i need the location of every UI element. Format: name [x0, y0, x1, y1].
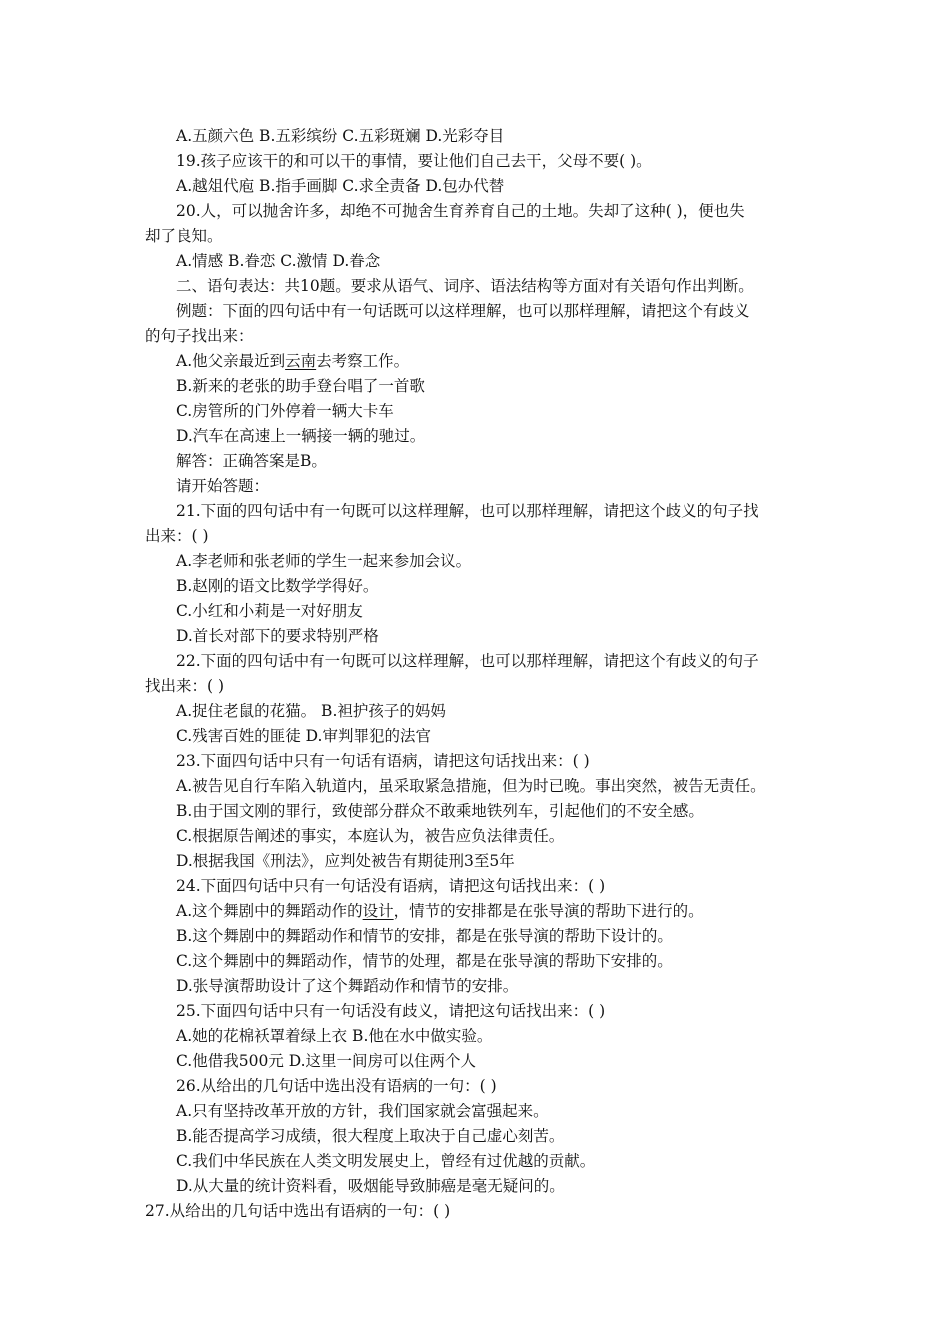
- q25-options-ab: A.她的花棉袄罩着绿上衣 B.他在水中做实验。: [176, 1027, 493, 1045]
- q22-options-cd: C.残害百姓的匪徒 D.审判罪犯的法官: [176, 727, 431, 745]
- q24-option-a-post: ，情节的安排都是在张导演的帮助下进行的。: [393, 902, 704, 920]
- underlined-word: 设计: [362, 902, 394, 920]
- question-23: 23.下面四句话中只有一句话有语病，请把这句话找出来：( ): [176, 752, 590, 770]
- q23-option-a: A.被告见自行车陷入轨道内，虽采取紧急措施，但为时已晚。事出突然，被告无责任。: [176, 777, 766, 795]
- q21-option-b: B.赵刚的语文比数学学得好。: [176, 577, 379, 595]
- q26-option-a: A.只有坚持改革开放的方针，我们国家就会富强起来。: [176, 1102, 549, 1120]
- q21-option-c: C.小红和小莉是一对好朋友: [176, 602, 363, 620]
- q24-option-a-pre: A.这个舞剧中的舞蹈动作的: [176, 902, 363, 920]
- example-option-a-post: 去考察工作。: [316, 352, 410, 370]
- option-line-q18: A.五颜六色 B.五彩缤纷 C.五彩斑斓 D.光彩夺目: [176, 127, 505, 145]
- q24-option-b: B.这个舞剧中的舞蹈动作和情节的安排，都是在张导演的帮助下设计的。: [176, 927, 673, 945]
- example-option-b: B.新来的老张的助手登台唱了一首歌: [176, 377, 425, 395]
- start-instruction: 请开始答题：: [176, 477, 270, 495]
- q26-option-b: B.能否提高学习成绩，很大程度上取决于自己虚心刻苦。: [176, 1127, 565, 1145]
- question-21: 21.下面的四句话中有一句既可以这样理解，也可以那样理解，请把这个歧义的句子找: [176, 502, 759, 520]
- q23-option-b: B.由于国文刚的罪行，致使部分群众不敢乘地铁列车，引起他们的不安全感。: [176, 802, 704, 820]
- example-option-c: C.房管所的门外停着一辆大卡车: [176, 402, 394, 420]
- question-20-cont: 却了良知。: [145, 227, 223, 245]
- example-answer: 解答：正确答案是B。: [176, 452, 327, 470]
- example-option-a-pre: A.他父亲最近到: [176, 352, 286, 370]
- question-27: 27.从给出的几句话中选出有语病的一句：( ): [145, 1202, 451, 1220]
- q23-option-d: D.根据我国《刑法》，应判处被告有期徒刑3至5年: [176, 852, 515, 870]
- q22-options-ab: A.捉住老鼠的花猫。 B.袒护孩子的妈妈: [176, 702, 446, 720]
- q21-option-d: D.首长对部下的要求特别严格: [176, 627, 379, 645]
- q24-option-d: D.张导演帮助设计了这个舞蹈动作和情节的安排。: [176, 977, 519, 995]
- question-19: 19.孩子应该干的和可以干的事情，要让他们自己去干，父母不要( )。: [176, 152, 652, 170]
- q26-option-c: C.我们中华民族在人类文明发展史上，曾经有过优越的贡献。: [176, 1152, 596, 1170]
- question-26: 26.从给出的几句话中选出没有语病的一句：( ): [176, 1077, 497, 1095]
- option-line-q19: A.越俎代庖 B.指手画脚 C.求全责备 D.包办代替: [176, 177, 505, 195]
- option-line-q20: A.情感 B.眷恋 C.激情 D.眷念: [176, 252, 381, 270]
- example-option-d: D.汽车在高速上一辆接一辆的驰过。: [176, 427, 426, 445]
- q23-option-c: C.根据原告阐述的事实，本庭认为，被告应负法律责任。: [176, 827, 565, 845]
- question-22: 22.下面的四句话中有一句既可以这样理解，也可以那样理解，请把这个有歧义的句子: [176, 652, 759, 670]
- question-21-cont: 出来：( ): [145, 527, 209, 545]
- underlined-word: 云南: [285, 352, 317, 370]
- example-option-a: [176, 351, 409, 371]
- example-prompt-cont: 的句子找出来：: [145, 327, 254, 345]
- q24-option-a: [176, 901, 704, 921]
- q25-options-cd: C.他借我500元 D.这里一间房可以住两个人: [176, 1052, 477, 1070]
- q24-option-c: C.这个舞剧中的舞蹈动作，情节的处理，都是在张导演的帮助下安排的。: [176, 952, 673, 970]
- section-heading: 二、语句表达：共10题。要求从语气、词序、语法结构等方面对有关语句作出判断。: [176, 277, 754, 295]
- question-25: 25.下面四句话中只有一句话没有歧义，请把这句话找出来：( ): [176, 1002, 606, 1020]
- example-prompt: 例题：下面的四句话中有一句话既可以这样理解，也可以那样理解，请把这个有歧义: [176, 302, 750, 320]
- q21-option-a: A.李老师和张老师的学生一起来参加会议。: [176, 552, 472, 570]
- question-24: 24.下面四句话中只有一句话没有语病，请把这句话找出来：( ): [176, 877, 606, 895]
- question-20: 20.人，可以抛舍许多，却绝不可抛舍生育养育自己的土地。失却了这种( )，便也失: [176, 202, 745, 220]
- question-22-cont: 找出来：( ): [145, 677, 225, 695]
- q26-option-d: D.从大量的统计资料看，吸烟能导致肺癌是毫无疑问的。: [176, 1177, 565, 1195]
